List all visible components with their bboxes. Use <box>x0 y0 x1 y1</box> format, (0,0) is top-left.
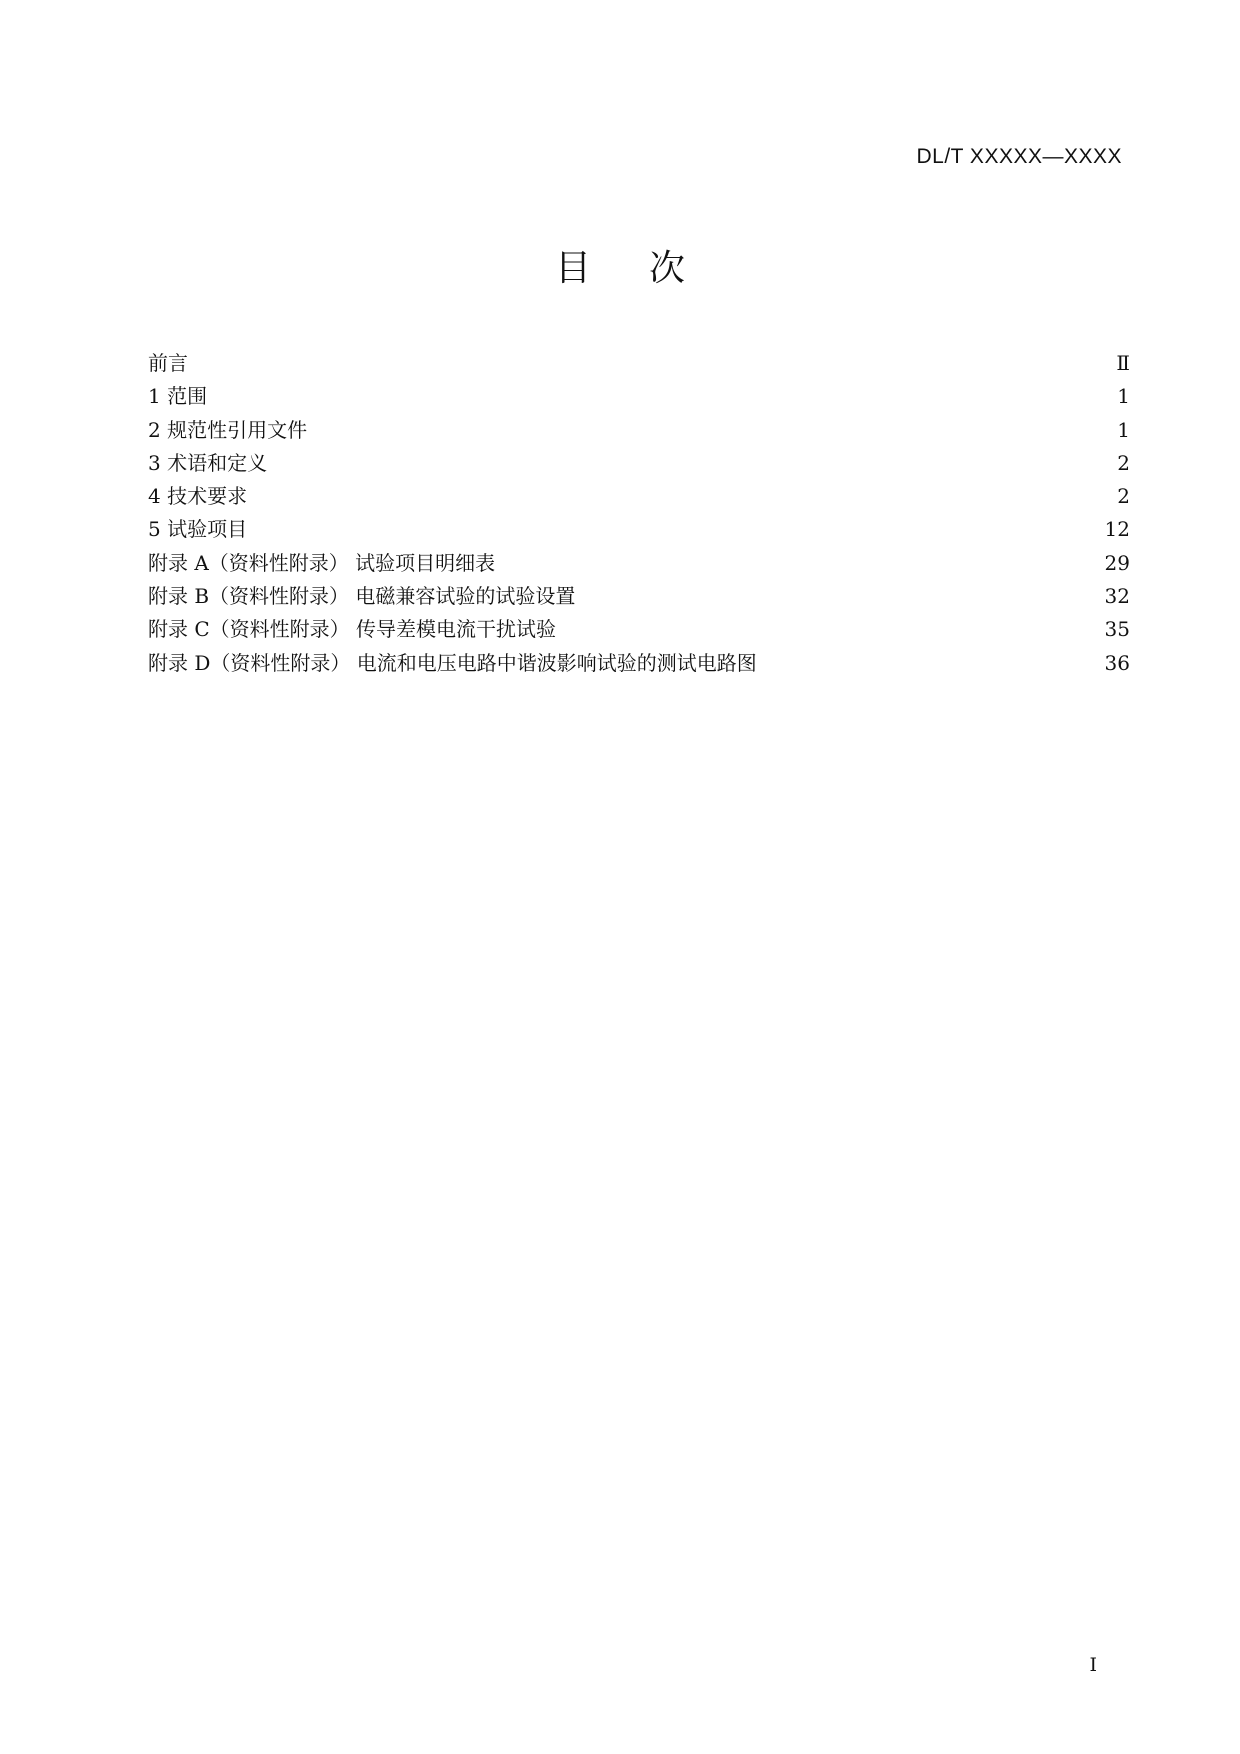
page-title <box>0 240 1240 291</box>
toc-entry-label: 1 范围 <box>148 384 208 409</box>
toc-entry-scope[interactable] <box>148 380 1130 413</box>
toc-entry-terms-definitions[interactable] <box>148 447 1130 480</box>
toc-entry-label: 附录 D（资料性附录） 电流和电压电路中谐波影响试验的测试电路图 <box>148 650 757 675</box>
toc-entry-page: 12 <box>1104 517 1130 542</box>
toc-entry-label: 前言 <box>148 351 188 375</box>
toc-entry-label: 5 试验项目 <box>148 517 248 542</box>
toc-entry-normative-references[interactable] <box>148 414 1130 447</box>
toc-entry-foreword[interactable] <box>148 347 1130 380</box>
toc-entry-annex-a[interactable] <box>148 547 1130 580</box>
toc-entry-annex-c[interactable] <box>148 613 1130 646</box>
toc-entry-label: 3 术语和定义 <box>148 450 268 475</box>
document-code: DL/T XXXXX—XXXX <box>916 145 1122 168</box>
toc-entry-annex-d[interactable] <box>148 647 1130 680</box>
toc-entry-annex-b[interactable] <box>148 580 1130 613</box>
toc-entry-label: 附录 B（资料性附录） 电磁兼容试验的试验设置 <box>148 584 576 609</box>
toc-entry-page: 1 <box>1117 384 1130 409</box>
toc-entry-page: Ⅱ <box>1116 351 1130 375</box>
toc-entry-technical-requirements[interactable] <box>148 480 1130 513</box>
title-char-2: 次 <box>649 248 686 289</box>
table-of-contents <box>148 347 1130 680</box>
toc-entry-label: 附录 A（资料性附录） 试验项目明细表 <box>148 550 496 575</box>
toc-entry-page: 2 <box>1117 450 1130 475</box>
toc-entry-page: 35 <box>1104 617 1130 642</box>
title-char-1: 目 <box>554 248 591 289</box>
toc-entry-page: 2 <box>1117 484 1130 509</box>
page-number: I <box>1089 1654 1097 1676</box>
toc-entry-page: 36 <box>1104 650 1130 675</box>
toc-entry-page: 29 <box>1104 550 1130 575</box>
toc-entry-page: 32 <box>1104 584 1130 609</box>
toc-entry-page: 1 <box>1117 417 1130 442</box>
toc-entry-label: 4 技术要求 <box>148 484 248 509</box>
toc-entry-label: 附录 C（资料性附录） 传导差模电流干扰试验 <box>148 617 557 642</box>
toc-entry-test-items[interactable] <box>148 513 1130 546</box>
toc-entry-label: 2 规范性引用文件 <box>148 417 308 442</box>
